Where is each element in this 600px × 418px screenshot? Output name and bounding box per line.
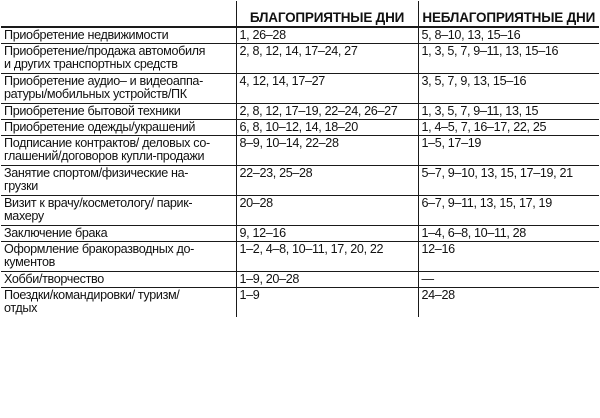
favorable-days-cell: 9, 12–16 xyxy=(236,226,418,242)
table-row xyxy=(1,166,599,196)
activity-cell: Занятие спортом/физические на- грузки xyxy=(1,166,236,196)
favorable-days-cell: 2, 8, 12, 17–19, 22–24, 26–27 xyxy=(236,104,418,120)
favorable-days-cell: 1–2, 4–8, 10–11, 17, 20, 22 xyxy=(236,242,418,272)
unfavorable-days-cell: — xyxy=(418,272,599,288)
unfavorable-days-cell: 1–5, 17–19 xyxy=(418,136,599,166)
table-row xyxy=(1,44,599,74)
table-row xyxy=(1,272,599,288)
activity-cell: Оформление бракоразводных до- кументов xyxy=(1,242,236,272)
unfavorable-days-cell: 12–16 xyxy=(418,242,599,272)
favorable-days-cell: 1, 26–28 xyxy=(236,27,418,44)
activity-cell: Приобретение одежды/украшений xyxy=(1,120,236,136)
favorable-days-cell: 8–9, 10–14, 22–28 xyxy=(236,136,418,166)
table-row xyxy=(1,226,599,242)
unfavorable-days-cell: 24–28 xyxy=(418,288,599,318)
activity-cell: Приобретение недвижимости xyxy=(1,27,236,44)
activity-cell: Подписание контрактов/ деловых со- глашений/договоров купли-продажи xyxy=(1,136,236,166)
activity-cell: Хобби/творчество xyxy=(1,272,236,288)
table-header-row xyxy=(1,1,599,27)
table-row xyxy=(1,136,599,166)
unfavorable-days-cell: 1, 3, 5, 7, 9–11, 13, 15 xyxy=(418,104,599,120)
table-row xyxy=(1,27,599,44)
unfavorable-days-cell: 1–4, 6–8, 10–11, 28 xyxy=(418,226,599,242)
unfavorable-days-cell: 3, 5, 7, 9, 13, 15–16 xyxy=(418,74,599,104)
table-row xyxy=(1,242,599,272)
table-row xyxy=(1,120,599,136)
unfavorable-days-cell: 1, 3, 5, 7, 9–11, 13, 15–16 xyxy=(418,44,599,74)
activity-cell: Поездки/командировки/ туризм/ отдых xyxy=(1,288,236,318)
favorable-days-cell: 1–9 xyxy=(236,288,418,318)
favorable-days-cell: 2, 8, 12, 14, 17–24, 27 xyxy=(236,44,418,74)
header-unfavorable-days: НЕБЛАГОПРИЯТНЫЕ ДНИ xyxy=(418,1,599,27)
table-row xyxy=(1,288,599,318)
unfavorable-days-cell: 5, 8–10, 13, 15–16 xyxy=(418,27,599,44)
activity-cell: Приобретение/продажа автомобиля и других транспортных средств xyxy=(1,44,236,74)
activity-cell: Визит к врачу/косметологу/ парик- махеру xyxy=(1,196,236,226)
unfavorable-days-cell: 6–7, 9–11, 13, 15, 17, 19 xyxy=(418,196,599,226)
unfavorable-days-cell: 1, 4–5, 7, 16–17, 22, 25 xyxy=(418,120,599,136)
activity-cell: Приобретение бытовой техники xyxy=(1,104,236,120)
header-favorable-days: БЛАГОПРИЯТНЫЕ ДНИ xyxy=(236,1,418,27)
table-row xyxy=(1,104,599,120)
activity-cell: Приобретение аудио– и видеоаппа- ратуры/мобильных устройств/ПК xyxy=(1,74,236,104)
table-row xyxy=(1,196,599,226)
table-row xyxy=(1,74,599,104)
unfavorable-days-cell: 5–7, 9–10, 13, 15, 17–19, 21 xyxy=(418,166,599,196)
favorable-days-cell: 4, 12, 14, 17–27 xyxy=(236,74,418,104)
favorable-days-cell: 20–28 xyxy=(236,196,418,226)
favorable-days-cell: 22–23, 25–28 xyxy=(236,166,418,196)
favorable-days-cell: 6, 8, 10–12, 14, 18–20 xyxy=(236,120,418,136)
favorable-days-cell: 1–9, 20–28 xyxy=(236,272,418,288)
header-activity xyxy=(1,1,236,27)
favorable-days-table xyxy=(1,1,599,317)
activity-cell: Заключение брака xyxy=(1,226,236,242)
